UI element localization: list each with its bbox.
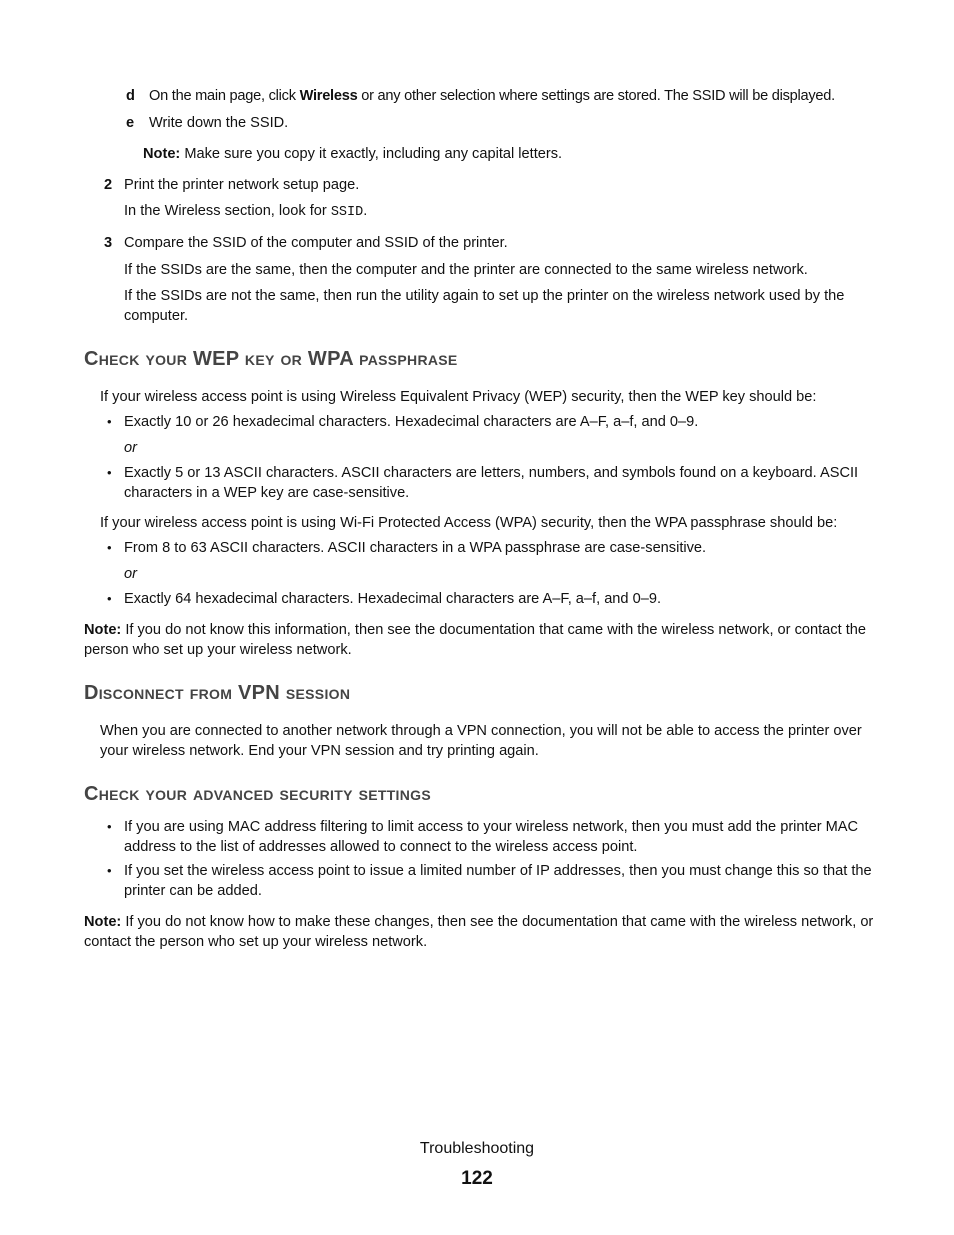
- step-3-paragraph-1: If the SSIDs are the same, then the computer and the printer are connected to the same wireless network.: [124, 262, 808, 278]
- wpa-intro: If your wireless access point is using Wi-Fi Protected Access (WPA) security, then the WPA passphrase should be:: [100, 515, 838, 531]
- bullet-icon: •: [107, 465, 112, 480]
- wpa-bullet-1: From 8 to 63 ASCII characters. ASCII characters in a WPA passphrase are case-sensitive.: [124, 540, 707, 556]
- step-d-label: d: [126, 88, 135, 104]
- heading-check-wep-wpa: Check your WEP key or WPA passphrase: [84, 348, 458, 370]
- wep-bullet-1: Exactly 10 or 26 hexadecimal characters. Hexadecimal characters are A–F, a–f, and 0–9.: [124, 414, 699, 430]
- wireless-term: Wireless: [299, 88, 358, 104]
- bullet-icon: •: [107, 591, 112, 606]
- wep-intro: If your wireless access point is using Wireless Equivalent Privacy (WEP) security, then the WEP key should be:: [100, 389, 817, 405]
- bullet-icon: •: [107, 540, 112, 555]
- step-d-text: On the main page, click Wireless or any other selection where settings are stored. The SSID will be displayed.: [149, 88, 835, 104]
- step-3-paragraph-2: If the SSIDs are not the same, then run the utility again to set up the printer on the wireless network used by the computer.: [124, 288, 845, 324]
- wep-bullet-2: Exactly 5 or 13 ASCII characters. ASCII characters are letters, numbers, and symbols found on a keyboard. ASCII characters in a WEP key are case-sensitive.: [124, 465, 859, 501]
- step-2-label: 2: [104, 177, 113, 193]
- heading-advanced-security: Check your advanced security settings: [84, 783, 431, 805]
- note-copy-exactly: Note: Make sure you copy it exactly, including any capital letters.: [143, 146, 563, 162]
- adv-bullet-2: If you set the wireless access point to issue a limited number of IP addresses, then you must change this so that the printer can be added.: [124, 863, 872, 899]
- step-e-label: e: [126, 115, 135, 131]
- adv-bullet-1: If you are using MAC address filtering to limit access to your wireless network, then you must add the printer MAC address to the list of addresses allowed to connect to the wireless access point.: [124, 819, 859, 855]
- step-3-label: 3: [104, 235, 113, 251]
- note-wep-wpa: Note: If you do not know this information, then see the documentation that came with the wireless network, or contact the person who set up your wireless network.: [84, 622, 866, 658]
- note-advanced: Note: If you do not know how to make these changes, then see the documentation that came with the wireless network, or contact the person who set up your wireless network.: [84, 914, 874, 950]
- wpa-bullet-2: Exactly 64 hexadecimal characters. Hexadecimal characters are A–F, a–f, and 0–9.: [124, 591, 662, 607]
- footer-section-title: Troubleshooting: [419, 1140, 535, 1157]
- heading-disconnect-vpn: Disconnect from VPN session: [84, 682, 351, 704]
- bullet-icon: •: [107, 414, 112, 429]
- step-3-text: Compare the SSID of the computer and SSID of the printer.: [124, 235, 508, 251]
- step-2-text: Print the printer network setup page.: [124, 177, 360, 193]
- ssid-code: SSID: [330, 205, 364, 220]
- bullet-icon: •: [107, 819, 112, 834]
- or-separator-1: or: [124, 440, 137, 456]
- bullet-icon: •: [107, 863, 112, 878]
- or-separator-2: or: [124, 566, 137, 582]
- step-e-text: Write down the SSID.: [149, 115, 289, 131]
- vpn-paragraph: When you are connected to another network through a VPN connection, you will not be able to access the printer over your wireless network. End your VPN session and try printing again.: [100, 723, 862, 759]
- page-number: 122: [461, 1168, 493, 1189]
- step-2-subtext: In the Wireless section, look for SSID.: [124, 203, 368, 220]
